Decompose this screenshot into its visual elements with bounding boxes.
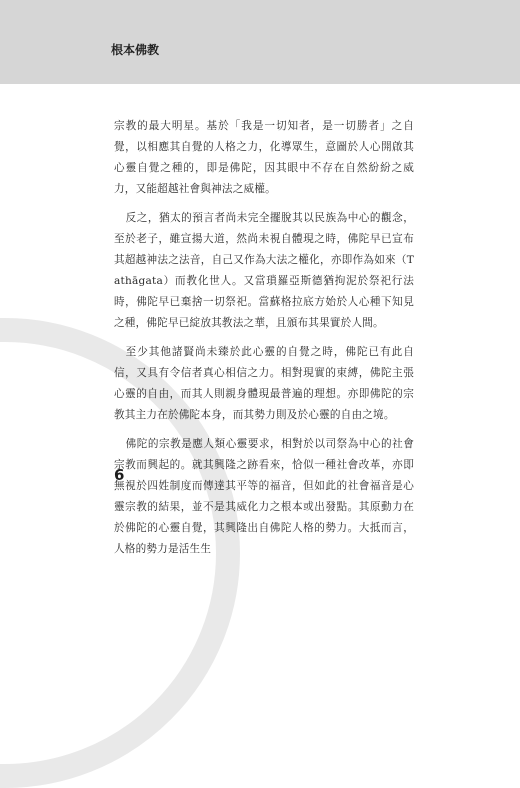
page-number: 6 — [114, 466, 125, 484]
paragraph-3: 至少其他諸賢尚未臻於此心靈的自覺之時，佛陀已有此自信，又具有令信者真心相信之力。相對現實的束縛，佛陀主張心靈的自由，而其人則親身體現最普遍的理想。亦即佛陀的宗教其主力在於佛陀本身，而其勢力則及於心靈的自由之境。 — [114, 346, 414, 421]
body-text — [114, 116, 414, 568]
running-header-title: 根本佛教 — [111, 43, 160, 57]
paragraph-2: 反之，猶太的預言者尚未完全擺脫其以民族為中心的觀念，至於老子，雖宣揚大道，然尚未視自體現之時，佛陀早已宣布其超越神法之法音，自己又作為大法之權化，亦即作為如來（Tathāgata）而教化世人。又當瑣羅亞斯德猶拘泥於祭祀行法時，佛陀早已棄捨一切祭祀。當蘇格拉底方始於人心種下知見之種，佛陀早已綻放其教法之華，且頒布其果實於人間。 — [114, 212, 414, 329]
paragraph-4: 佛陀的宗教是應人類心靈要求，相對於以司祭為中心的社會宗教而興起的。就其興隆之跡看來，恰似一種社會改革，亦即無視於四姓制度而傳達其平等的福音，但如此的社會福音是心靈宗教的結果，並不是其威化力之根本或出發點。其原動力在於佛陀的心靈自覺，其興隆出自佛陀人格的勢力。大抵而言，人格的勢力是活生生 — [114, 438, 414, 555]
paragraph-1: 宗教的最大明星。基於「我是一切知者，是一切勝者」之自覺，以相應其自覺的人格之力，化導眾生，意圖於人心開啟其心靈自覺之種的，即是佛陀，因其眼中不存在自然紛紛之威力，又能超越社會與神法之威權。 — [114, 120, 414, 195]
header-band — [0, 0, 520, 84]
